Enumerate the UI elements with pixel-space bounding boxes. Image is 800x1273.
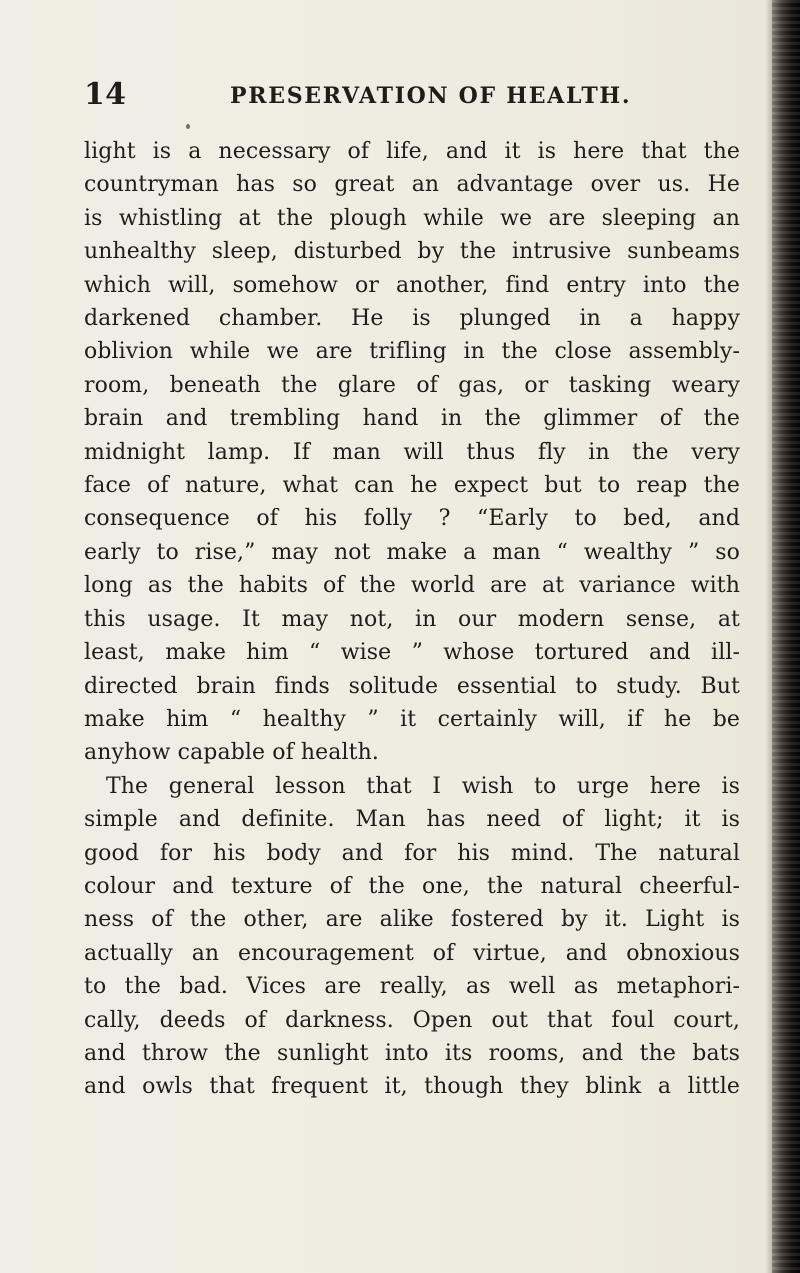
text-line: unhealthy sleep, disturbed by the intrusive sunbeams — [84, 239, 740, 265]
book-binding-edge — [772, 0, 800, 1273]
text-line: early to rise,” may not make a man “ wealthy ” so — [84, 539, 740, 565]
text-line: colour and texture of the one, the natural cheerful- — [84, 873, 740, 899]
text-line: darkened chamber. He is plunged in a happy — [84, 306, 740, 332]
text-line: brain and trembling hand in the glimmer of the — [84, 406, 740, 432]
text-line: good for his body and for his mind. The natural — [84, 840, 740, 866]
text-line: ness of the other, are alike fostered by it. Light is — [84, 907, 740, 933]
text-line: consequence of his folly ? “Early to bed, and — [84, 506, 740, 532]
text-line: face of nature, what can he expect but to reap the — [84, 473, 740, 499]
text-line: midnight lamp. If man will thus fly in the very — [84, 439, 740, 465]
text-line: simple and definite. Man has need of light; it is — [84, 807, 740, 833]
print-speck — [186, 124, 190, 129]
page-header — [84, 76, 754, 114]
text-line: which will, somehow or another, find entry into the — [84, 272, 740, 298]
text-line: is whistling at the plough while we are sleeping an — [84, 205, 740, 231]
body-text — [84, 135, 740, 1104]
text-line: long as the habits of the world are at variance with — [84, 573, 740, 599]
text-line: room, beneath the glare of gas, or tasking weary — [84, 372, 740, 398]
running-title: PRESERVATION OF HEALTH. — [230, 83, 632, 109]
text-line: directed brain finds solitude essential to study. But — [84, 673, 740, 699]
text-line: cally, deeds of darkness. Open out that foul court, — [84, 1007, 740, 1033]
text-line: make him “ healthy ” it certainly will, if he be — [84, 706, 740, 732]
text-line: anyhow capable of health. — [84, 740, 379, 766]
text-line: and throw the sunlight into its rooms, and the bats — [84, 1040, 740, 1066]
text-line: and owls that frequent it, though they blink a little — [84, 1074, 740, 1100]
text-line: actually an encouragement of virtue, and obnoxious — [84, 940, 740, 966]
text-line: least, make him “ wise ” whose tortured and ill- — [84, 640, 740, 666]
text-line: The general lesson that I wish to urge here is — [106, 773, 740, 799]
text-line: to the bad. Vices are really, as well as metaphori- — [84, 974, 740, 1000]
text-line: light is a necessary of life, and it is here that the — [84, 139, 740, 164]
page-number: 14 — [84, 77, 127, 112]
text-line: oblivion while we are trifling in the close assembly- — [84, 339, 740, 365]
text-line: countryman has so great an advantage over us. He — [84, 172, 740, 198]
text-line: this usage. It may not, in our modern sense, at — [84, 606, 740, 632]
